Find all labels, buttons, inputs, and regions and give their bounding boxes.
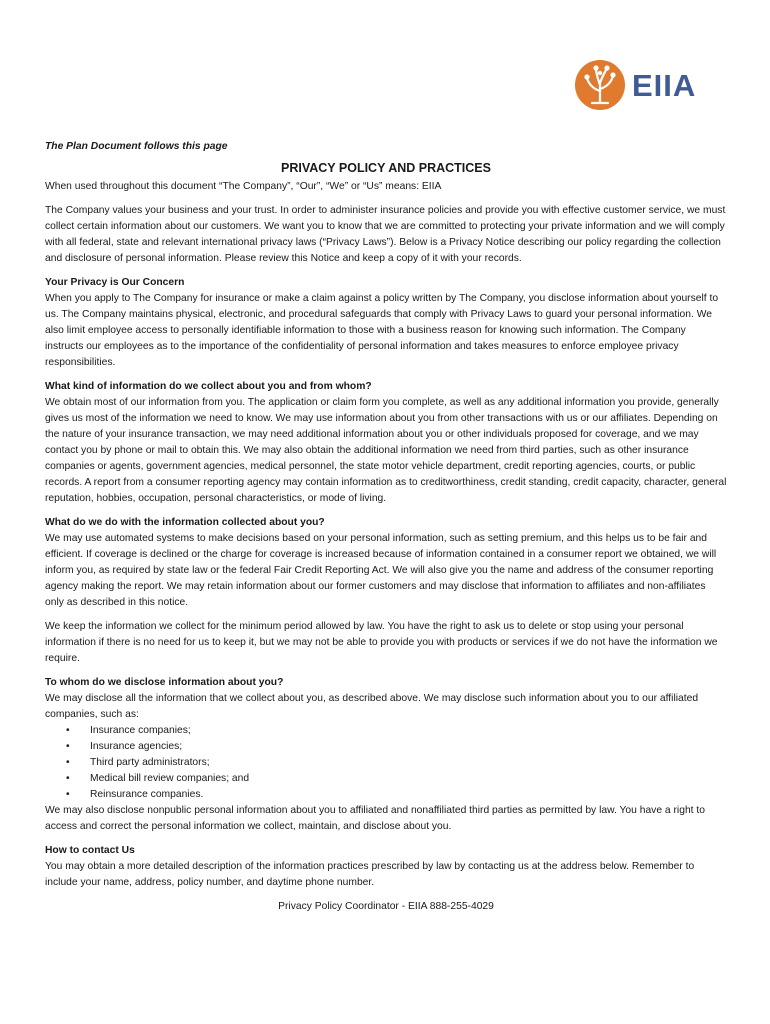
section-paragraph: We may also disclose nonpublic personal information about you to affiliated and nonaffiliated third parties as permitted by law. You have a right to access and correct the personal information we collect, maintain, and disclose about you.	[45, 805, 705, 832]
page-title: PRIVACY POLICY AND PRACTICES	[281, 161, 491, 175]
section-disclosure	[45, 675, 727, 835]
section-privacy-concern	[45, 275, 727, 371]
plan-note: The Plan Document follows this page	[45, 141, 228, 152]
section-heading: How to contact Us	[45, 845, 135, 856]
list-item: • Insurance agencies;	[90, 739, 727, 755]
intro-definition: When used throughout this document “The Company”, “Our”, “We” or “Us” means: EIIA	[45, 181, 442, 192]
document-body	[45, 139, 727, 915]
section-information-use	[45, 515, 727, 667]
section-paragraph: We keep the information we collect for the minimum period allowed by law. You have the right to ask us to delete or stop using your personal information if there is no need for us to keep it, but we may not be able to provide you with products or services if we do not have the information we require.	[45, 621, 718, 664]
section-paragraph: When you apply to The Company for insurance or make a claim against a policy written by The Company, you disclose information about yourself to us. The Company maintains physical, electronic, and procedural safeguards that comply with Privacy Laws to guard your personal information. We also limit employee access to personally identifiable information to those with a business reason for knowing such information. The Company instructs our employees as to the importance of the confidentiality of personal information and takes measures to enforce employee privacy responsibilities.	[45, 293, 719, 368]
tree-icon	[574, 59, 626, 111]
section-paragraph: We obtain most of our information from you. The application or claim form you complete, as well as any additional information you provide, generally gives us most of the information we need to know. We may use information about you from other transactions with us or our affiliates. Depending on the nature of your insurance transaction, we may need additional information about you or other individuals proposed for coverage, and we may contact you by phone or mail to obtain this. We may also obtain the additional information we need from third parties, such as other insurance companies or agents, government agencies, medical personnel, the state motor vehicle department, credit reporting agencies, courts, or public records. A report from a consumer reporting agency may contain information as to creditworthiness, credit standing, credit capacity, character, general reputation, hobbies, occupation, personal characteristics, or mode of living.	[45, 397, 727, 504]
list-item: • Third party administrators;	[90, 755, 727, 771]
section-paragraph: You may obtain a more detailed description of the information practices prescribed by law by contacting us at the address below. Remember to include your name, address, policy number, and daytime phone number.	[45, 861, 695, 888]
list-item: • Insurance companies;	[90, 723, 727, 739]
list-item: • Reinsurance companies.	[90, 787, 727, 803]
section-heading: To whom do we disclose information about you?	[45, 677, 284, 688]
contact-footer: Privacy Policy Coordinator - EIIA 888-255-4029	[278, 901, 494, 912]
affiliate-list	[45, 723, 727, 803]
intro-paragraph: The Company values your business and your trust. In order to administer insurance policies and provide you with effective customer service, we must collect certain information about our customers. We want you to know that we are committed to protecting your private information and we will comply with all federal, state and relevant international privacy laws (“Privacy Laws”). Below is a Privacy Notice describing our policy regarding the collection and disclosure of personal information. Please review this Notice and keep a copy of it with your records.	[45, 205, 726, 264]
section-heading: What do we do with the information collected about you?	[45, 517, 325, 528]
section-information-collected	[45, 379, 727, 507]
section-paragraph: We may use automated systems to make decisions based on your personal information, such as setting premium, and this helps us to be fair and efficient. If coverage is declined or the charge for coverage is increased because of information contained in a consumer report we obtained, we will inform you, as required by state law or the federal Fair Credit Reporting Act. We will also give you the name and address of the consumer reporting agency making the report. We may retain information about our former customers and may disclose that information to affiliates and non-affiliates only as described in this notice.	[45, 533, 717, 608]
logo-text: EIIA	[632, 67, 697, 103]
list-item: • Medical bill review companies; and	[90, 771, 727, 787]
section-heading: Your Privacy is Our Concern	[45, 277, 185, 288]
section-contact	[45, 843, 727, 891]
logo	[574, 59, 714, 111]
section-paragraph: We may disclose all the information that we collect about you, as described above. We may disclose such information about you to our affiliated companies, such as:	[45, 693, 699, 720]
section-heading: What kind of information do we collect about you and from whom?	[45, 381, 372, 392]
